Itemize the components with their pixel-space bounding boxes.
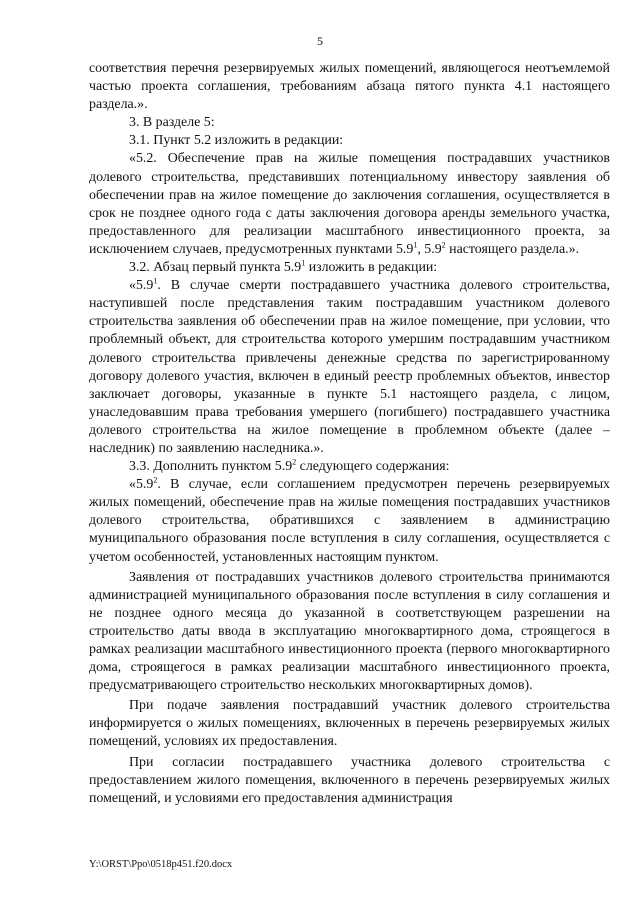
text-run: . В случае смерти пострадавшего участника долевого строительства, наступившей после представления таким пострадавшим участником долевого строительства заявления об обеспечении прав на жилое помещение, при условии, что проблемный объект, для строительства которого умершим пострадавшим участником долевого строительства привлечены денежные средства по зарегистрированному договору долевого участия, включен в единый реестр проблемных объектов, инвестор заключает договоры, указанные в пункте 5.1 настоящего раздела, с лицом, унаследовавшим права требования умершего (погибшего) пострадавшего участника долевого строительства на жилое помещение в проблемном объекте (далее – наследник) по заявлению наследника.». bbox=[89, 278, 610, 456]
document-body bbox=[89, 60, 610, 808]
paragraph-5-2 bbox=[89, 150, 610, 259]
text-run: изложить в редакции: bbox=[305, 260, 438, 276]
text-run: 3.3. Дополнить пунктом 5.9 bbox=[129, 459, 293, 475]
paragraph-continuation: соответствия перечня резервируемых жилых помещений, являющегося неотъемлемой частью проекта соглашения, требованиям абзаца пятого пункта 4.1 настоящего раздела.». bbox=[89, 61, 610, 113]
paragraph-5-9-2 bbox=[89, 476, 610, 566]
text-run: «5.9 bbox=[129, 278, 154, 294]
text-run: 3.2. Абзац первый пункта 5.9 bbox=[129, 260, 302, 276]
paragraph-3-3 bbox=[89, 458, 610, 476]
text-run: следующего содержания: bbox=[296, 459, 450, 475]
superscript: 2 bbox=[292, 457, 297, 467]
superscript: 2 bbox=[153, 475, 158, 485]
paragraph-3-1: 3.1. Пункт 5.2 изложить в редакции: bbox=[129, 133, 344, 149]
text-run: «5.2. Обеспечение прав на жилые помещения пострадавших участников долевого строительства, представивших потенциальному инвестору заявления об обеспечении прав на жилое помещение до заключения соглашения, осуществляется в срок не позднее одного года с даты заключения договора аренды земельного участка, предоставленного для реализации масштабного инвестиционного проекта, за исключением случаев, предусмотренных пунктами 5.9 bbox=[89, 151, 610, 257]
superscript: 1 bbox=[301, 258, 306, 268]
superscript: 1 bbox=[153, 276, 158, 286]
superscript: 1 bbox=[413, 240, 418, 250]
footer-file-path: Y:\ORST\Ppo\0518p451.f20.docx bbox=[89, 859, 233, 870]
paragraph-applications: Заявления от пострадавших участников долевого строительства принимаются администрацией муниципального образования после вступления в силу соглашения и не позднее одного месяца до указанной в соответствующем разрешении на строительство даты ввода в эксплуатацию многоквартирного дома, строящегося в рамках реализации масштабного инвестиционного проекта (первого многоквартирного дома, строящегося в рамках реализации масштабного инвестиционного проекта, предусматривающего строительство нескольких многоквартирных домов). bbox=[89, 569, 610, 694]
paragraph-section-3: 3. В разделе 5: bbox=[129, 115, 215, 131]
text-run: , 5.9 bbox=[417, 241, 442, 257]
text-run: . В случае, если соглашением предусмотрен перечень резервируемых жилых помещений, обеспечение прав на жилые помещения пострадавших участников долевого строительства, обратившихся с заявлением в администрацию муниципального образования после вступления в силу соглашения, осуществляется с учетом особенностей, установленных настоящим пунктом. bbox=[89, 477, 610, 565]
paragraph-3-2 bbox=[89, 259, 610, 277]
page-number: 5 bbox=[317, 34, 323, 48]
superscript: 2 bbox=[441, 240, 446, 250]
paragraph-informing: При подаче заявления пострадавший участник долевого строительства информируется о жилых помещениях, включенных в перечень резервируемых жилых помещений, условиях их предоставления. bbox=[89, 698, 610, 750]
paragraph-consent: При согласии пострадавшего участника долевого строительства с предоставлением жилого помещения, включенного в перечень резервируемых жилых помещений, и условиями его предоставления администрация bbox=[89, 754, 610, 806]
text-run: настоящего раздела.». bbox=[445, 241, 580, 257]
paragraph-5-9-1 bbox=[89, 277, 610, 458]
text-run: «5.9 bbox=[129, 477, 154, 493]
